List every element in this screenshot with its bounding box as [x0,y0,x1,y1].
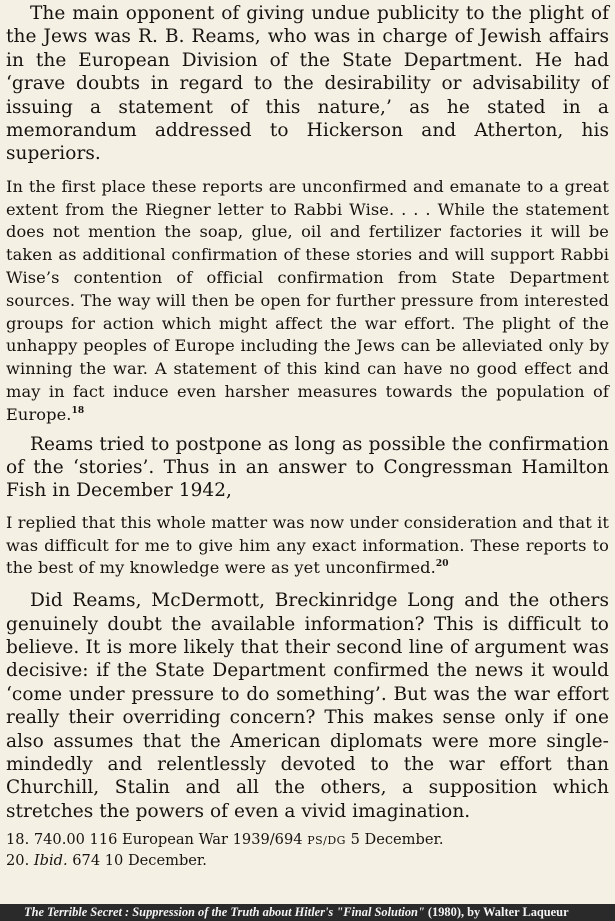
block-quote-reams-memo [6,176,609,427]
paragraph-did-reams-doubt: Did Reams, McDermott, Breckinridge Long and the others genuinely doubt the available information? This is difficult to believe. It is more likely that their second line of argument was decisive: if the State Department confirmed the news it would ‘come under pressure to do something’. But was the war effort really their overriding concern? This makes sense only if one also assumes that the American diplomats were more single-mindedly and relentlessly devoted to the war effort than Churchill, Stalin and all the others, a supposition which stretches the powers of even a vivid imagination. [6,590,609,822]
paragraph-postpone: Reams tried to postpone as long as possible the confirmation of the ‘stories’. Thus in an answer to Congressman Hamilton Fish in December 1942, [6,433,609,502]
book-page [6,0,609,870]
block-quote-text: I replied that this whole matter was now under consideration and that it was difficult for me to give him any exact information. These reports to the best of my knowledge were as yet unconfirmed. [6,512,609,578]
block-quote-hamilton-fish [6,512,609,580]
footnote-20-number: 20. [6,851,34,869]
block-quote-text: In the first place these reports are unconfirmed and emanate to a great extent from the Riegner letter to Rabbi Wise. . . . While the statement does not mention the soap, glue, oil and fertilizer factories it will be taken as additional confirmation of these stories and will support Rabbi Wise’s contention of official confirmation from State Department sources. The way will then be open for further pressure from interested groups for action which might affect the war effort. The plight of the unhappy peoples of Europe including the Jews can be alleviated only by winning the war. A statement of this kind can have no good effect and may in fact induce even harsher measures towards the population of Europe. [6,176,609,424]
footnote-marker-20: 20 [435,559,449,570]
footnote-20 [6,851,609,871]
footnote-18 [6,830,609,851]
caption-book-title: The Terrible Secret : Suppression of the Truth about Hitler's "Final Solution" [24,905,425,919]
footnote-18-code: PS/DG [307,834,346,848]
caption-author: (1980), by Walter Laqueur [424,905,569,919]
footnote-20-ibid: Ibid. [33,851,68,869]
footnotes [6,830,609,870]
source-caption-bar [0,904,615,921]
footnote-18-date: 5 December. [345,831,444,849]
footnote-marker-18: 18 [71,405,85,416]
footnote-18-text: 18. 740.00 116 European War 1939/694 [6,831,308,849]
paragraph-reams-opponent: The main opponent of giving undue publicity to the plight of the Jews was R. B. Reams, who was in charge of Jewish affairs in the European Division of the State Department. He had ‘grave doubts in regard to the desirability or advisability of issuing a statement of this nature,’ as he stated in a memorandum addressed to Hickerson and Atherton, his superiors. [6,3,609,165]
footnote-20-text: 674 10 December. [67,851,207,869]
